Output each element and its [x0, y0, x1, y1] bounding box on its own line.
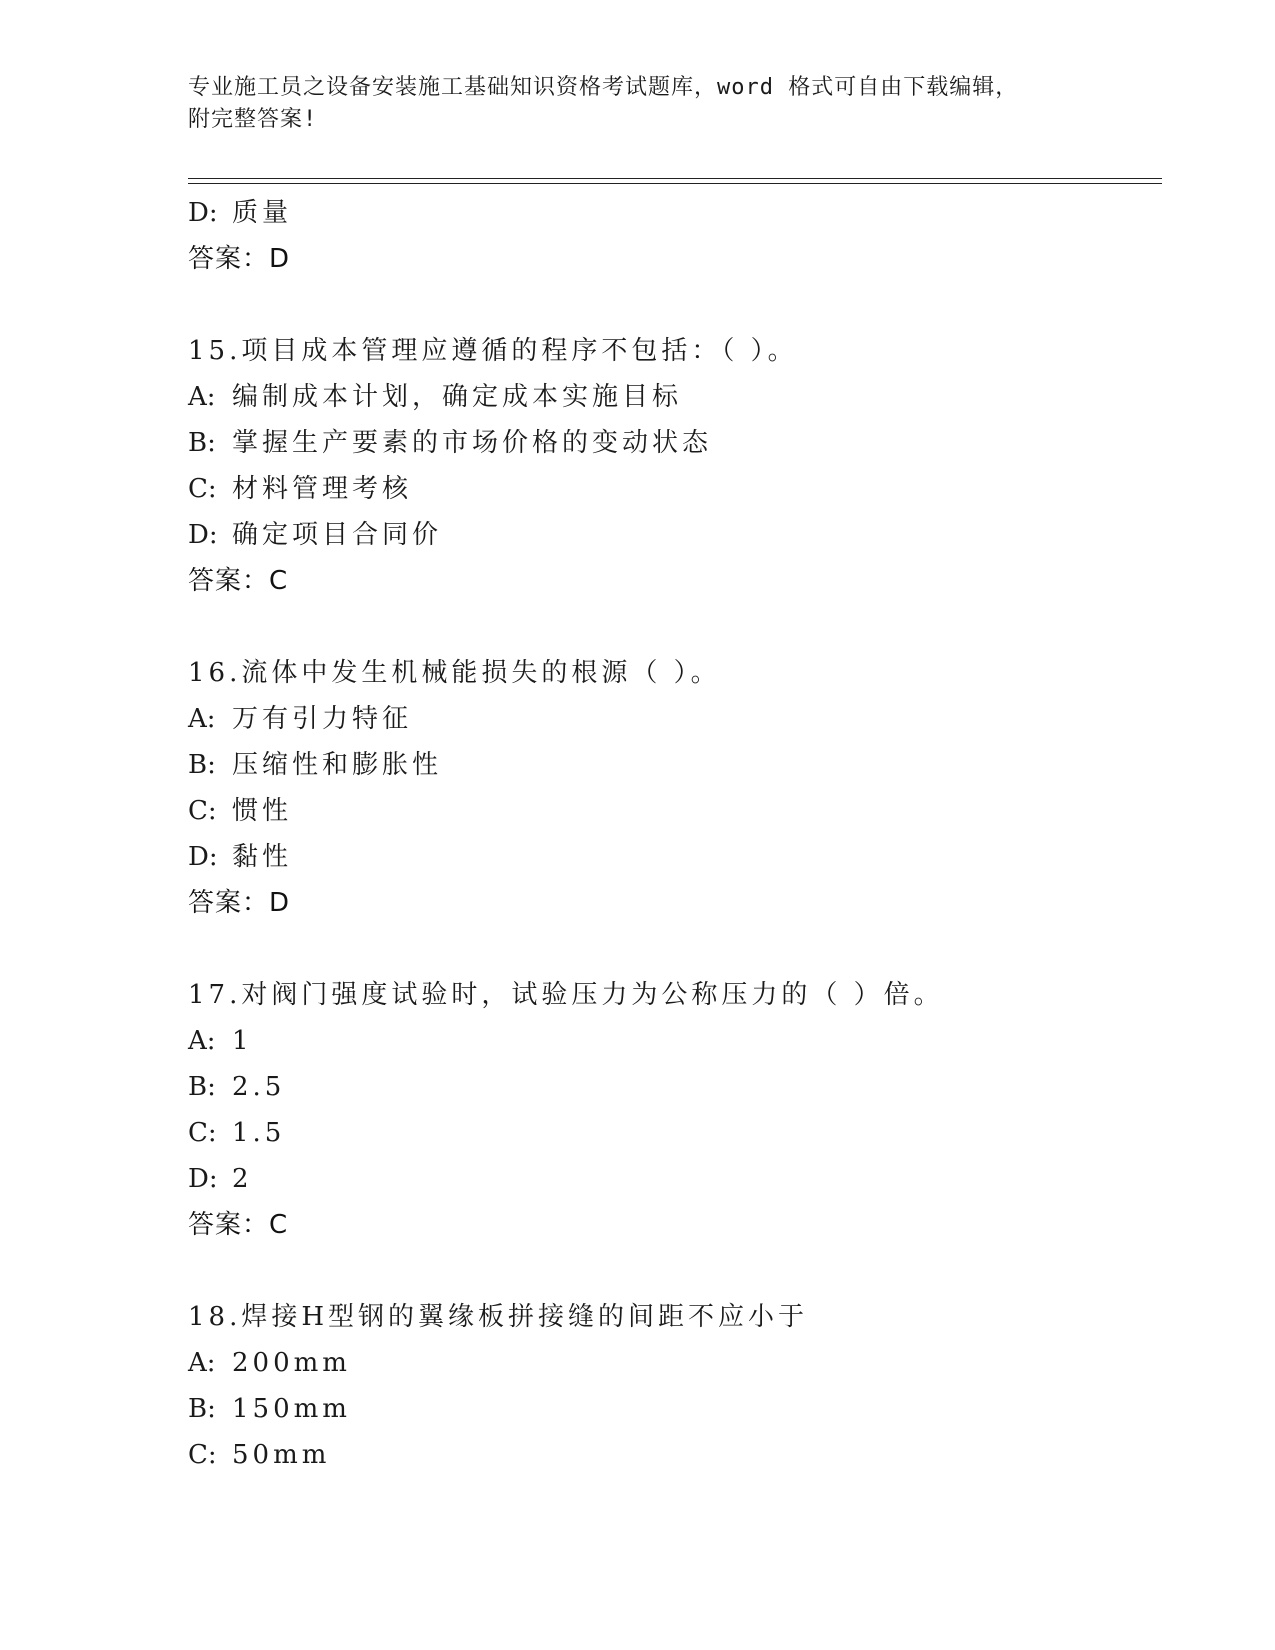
option-text: 200mm — [232, 1348, 351, 1378]
option-label: B: — [188, 1072, 216, 1102]
option-d — [188, 190, 1148, 236]
option-a — [188, 696, 1148, 742]
option-b — [188, 1064, 1148, 1110]
option-a — [188, 1018, 1148, 1064]
option-label: B: — [188, 750, 216, 780]
option-label: D: — [188, 1164, 218, 1194]
spacer — [188, 604, 1148, 650]
option-label: A: — [188, 704, 216, 734]
option-b — [188, 742, 1148, 788]
option-b — [188, 420, 1148, 466]
option-label: C: — [188, 474, 217, 504]
question-stem: 18.焊接H型钢的翼缘板拼接缝的间距不应小于 — [188, 1302, 809, 1332]
option-text: 黏性 — [232, 842, 293, 872]
question-stem: 15.项目成本管理应遵循的程序不包括：（ ）。 — [188, 336, 798, 366]
option-text: 确定项目合同价 — [232, 520, 443, 550]
option-text: 1.5 — [232, 1118, 286, 1148]
option-d — [188, 512, 1148, 558]
option-a — [188, 374, 1148, 420]
answer-line: 答案：D — [188, 888, 291, 918]
option-label: D: — [188, 198, 218, 228]
option-label: A: — [188, 382, 216, 412]
question-stem: 17.对阀门强度试验时，试验压力为公称压力的（ ）倍。 — [188, 980, 944, 1010]
answer-line: 答案：D — [188, 244, 291, 274]
header-line-1: 专业施工员之设备安装施工基础知识资格考试题库，word 格式可自由下载编辑， — [188, 75, 1019, 100]
option-text: 50mm — [232, 1440, 331, 1470]
question-stem: 16.流体中发生机械能损失的根源（ ）。 — [188, 658, 721, 688]
option-label: C: — [188, 1118, 217, 1148]
option-text: 掌握生产要素的市场价格的变动状态 — [232, 428, 713, 458]
option-c — [188, 1432, 1148, 1478]
option-a — [188, 1340, 1148, 1386]
option-text: 2 — [232, 1164, 253, 1194]
option-label: D: — [188, 842, 218, 872]
option-text: 编制成本计划，确定成本实施目标 — [232, 382, 683, 412]
option-label: C: — [188, 1440, 217, 1470]
option-c — [188, 1110, 1148, 1156]
spacer — [188, 282, 1148, 328]
option-text: 150mm — [232, 1394, 351, 1424]
option-text: 万有引力特征 — [232, 704, 413, 734]
option-text: 惯性 — [232, 796, 293, 826]
option-d — [188, 1156, 1148, 1202]
page-header — [188, 72, 1088, 136]
answer-line: 答案：C — [188, 566, 289, 596]
option-label: D: — [188, 520, 218, 550]
header-divider-bottom — [188, 183, 1162, 184]
option-label: C: — [188, 796, 217, 826]
spacer — [188, 926, 1148, 972]
question-list — [188, 190, 1148, 1478]
option-text: 质量 — [232, 198, 293, 228]
option-text: 压缩性和膨胀性 — [232, 750, 443, 780]
option-label: A: — [188, 1348, 216, 1378]
option-c — [188, 466, 1148, 512]
answer-line: 答案：C — [188, 1210, 289, 1240]
option-d — [188, 834, 1148, 880]
header-line-2: 附完整答案! — [188, 107, 318, 132]
option-label: B: — [188, 428, 216, 458]
option-b — [188, 1386, 1148, 1432]
option-text: 材料管理考核 — [232, 474, 413, 504]
option-label: B: — [188, 1394, 216, 1424]
option-c — [188, 788, 1148, 834]
option-label: A: — [188, 1026, 216, 1056]
header-divider-top — [188, 178, 1162, 179]
option-text: 1 — [232, 1026, 253, 1056]
spacer — [188, 1248, 1148, 1294]
option-text: 2.5 — [232, 1072, 286, 1102]
